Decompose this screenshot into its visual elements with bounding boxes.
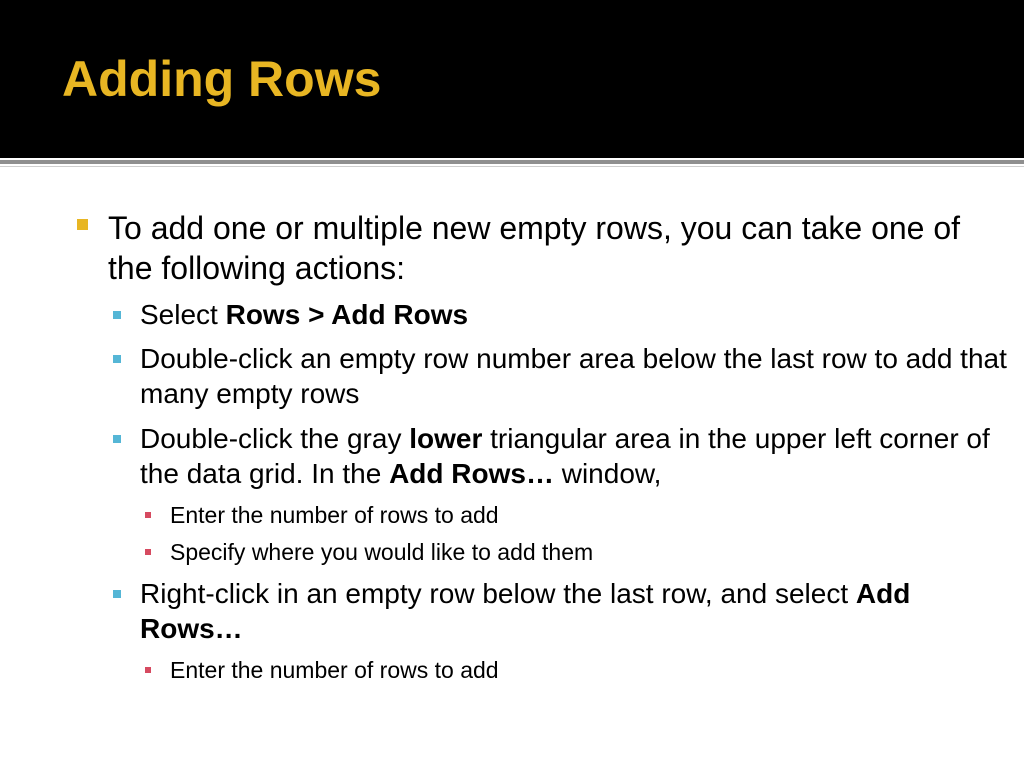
bullet-square-icon [113, 311, 121, 319]
bullet-square-icon [145, 549, 151, 555]
menu-item-name: Add Rows… [140, 578, 911, 644]
bullet-right-click [140, 576, 1010, 646]
bullet-text: Right-click in an empty row below the last row, and select [140, 578, 856, 609]
sub-bullet-specify-where: Specify where you would like to add them [170, 539, 594, 565]
bullet-text: Select [140, 299, 226, 330]
bullet-square-icon [145, 667, 151, 673]
bold-term: lower [409, 423, 483, 454]
window-name: Add Rows… [389, 458, 554, 489]
slide-title: Adding Rows [62, 51, 382, 107]
bullet-square-icon [113, 590, 121, 598]
bullet-double-click-gray [140, 421, 1010, 491]
bullet-text: Double-click the gray [140, 423, 410, 454]
bullet-select-rows [140, 297, 1010, 332]
bullet-square-icon [77, 219, 88, 230]
bullet-text: triangular area in the upper left corner of the data grid. In the [140, 423, 990, 489]
bullet-square-icon [113, 435, 121, 443]
bullet-square-icon [113, 355, 121, 363]
sub-bullet-enter-number: Enter the number of rows to add [170, 502, 499, 528]
bullet-text: window, [553, 458, 662, 489]
menu-path: Rows > Add Rows [225, 299, 469, 330]
bullet-intro: To add one or multiple new empty rows, you can take one of the following actions: [108, 210, 961, 286]
sub-bullet-enter-number-2: Enter the number of rows to add [170, 657, 499, 683]
bullet-double-click-row: Double-click an empty row number area below the last row to add that many empty rows [140, 343, 1007, 409]
bullet-square-icon [145, 512, 151, 518]
